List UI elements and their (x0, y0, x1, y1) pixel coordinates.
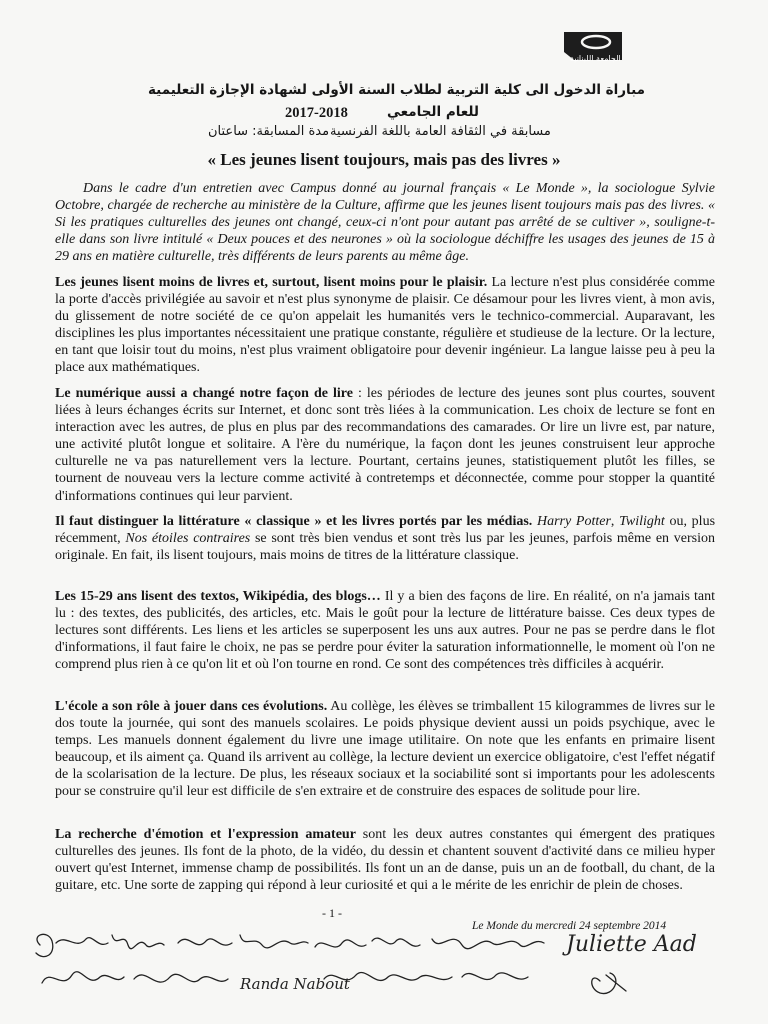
header-line-2: للعام الجامعي (387, 104, 479, 120)
paragraph-1 (55, 274, 715, 377)
academic-year: 2017-2018 (285, 105, 348, 121)
paragraph-2-lead: Le numérique aussi a changé notre façon de lire (55, 386, 353, 401)
paragraph-4-text: Il y a bien des façons de lire. En réalité, on n'a jamais tant lu : des textes, des publicités, des articles, etc. Mais le goût pour la lecture de littérature baisse. Ces deux types de lectures sont différents. Les liens et les articles se superposent les uns aux autres. Pour ne pas se perdre dans le flot d'informations, il faut faire le choix, ne pas se perdre pour éviter la saturation informationnelle, le moment où l'on ne comprend plus rien à ce qu'on lit et où l'on tourne en rond. Ce sont des compétences très difficiles à acquérir. (55, 589, 715, 673)
paragraph-3-title-3: Nos étoiles contraires (125, 531, 251, 547)
paragraph-4-lead: Les 15-29 ans lisent des textos, Wikipédia, des blogs… (55, 589, 381, 604)
handwritten-signatures (0, 905, 768, 1024)
signature-scribble-4 (432, 939, 544, 949)
header-line-1: مباراة الدخول الى كلية التربية لطلاب السنة الأولى لشهادة الإجازة التعليمية (148, 82, 645, 98)
page-number: - 1 - (322, 906, 342, 920)
signature-scribble-5 (42, 972, 124, 983)
signature-randa: Randa Nabout (240, 975, 350, 993)
logo-text: الجامعة اللبنانية (570, 54, 621, 63)
signature-juliette: Juliette Aad (566, 932, 697, 957)
paragraph-2-text: : les périodes de lecture des jeunes sont plus courtes, souvent liées à leurs échanges écrits sur Internet, et donc sont très liées à la communication. Les choix de lecture se font en interaction avec les autres, de plus en plus par des recommandations des camarades. Or lire un livre est, par nature, une activité plutôt longue et solitaire. A l'ère du numérique, la façon dont les jeunes construisent leur approche culturelle ne va pas naturellement vers la lecture. Pourtant, certains jeunes, statistiquement plutôt les filles, se tournent de nouveau vers la lecture comme activité à contretemps et déconnectée, comme pour stopper la quantité d'informations continues qui leur parvient. (55, 386, 716, 504)
paragraph-3-lead: Il faut distinguer la littérature « classique » et les livres portés par les médias. (55, 514, 533, 529)
paragraph-5-lead: L'école a son rôle à jouer dans ces évolutions. (55, 699, 328, 714)
exam-subject: مسابقة في الثقافة العامة باللغة الفرنسية (330, 124, 551, 139)
paragraph-6-text: sont les deux autres constantes qui émergent des pratiques culturelles des jeunes. Ils font de la photo, de la vidéo, du dessin et chantent souvent d'activité dans ce milieu hyper ouvert qu'est Internet, immense champ de possibilités. Ils font un an de danse, puis un an de football, du chant, de la guitare, etc. Une sorte de zapping qui répond à leur curiosité et qui a le mérite de les enrichir de plein de choses. (55, 827, 715, 894)
paragraph-1-text: La lecture n'est plus considérée comme la porte d'accès privilégiée au savoir et n'est plus synonyme de plaisir. Ce désamour pour les livres vient, à mon avis, du glissement de notre société de ce qu'on appelait les humanités vers le technico-commercial. Auparavant, les disciplines les plus importantes nécessitaient une pratique constante, régulière et studieuse de la lecture. Or la lecture, en tant que loisir tout du moins, n'est plus vraiment obligatoire pour devenir ingénieur. La langue laisse peu à peu la place aux mathématiques. (55, 275, 715, 376)
paragraph-3-sep: , (610, 514, 620, 529)
paragraph-3-mid: ou, plus récemment, (55, 514, 716, 547)
paragraph-3-text: se sont très bien vendus et sont très lus par les jeunes, parfois même en version originale. En fait, ils lisent toujours, mais moins de titres de la littérature classique. (55, 531, 715, 564)
signature-scribble-8 (462, 973, 528, 980)
signature-initials (592, 973, 626, 994)
signature-scribble-6 (134, 974, 228, 982)
university-logo (556, 30, 628, 70)
article-source: Le Monde du mercredi 24 septembre 2014 (472, 920, 667, 932)
signature-scribble-3 (315, 938, 420, 947)
paragraph-1-lead: Les jeunes lisent moins de livres et, surtout, lisent moins pour le plaisir. (55, 275, 488, 290)
paragraph-2 (55, 385, 715, 505)
paragraph-3-title-2: Twilight (619, 514, 665, 529)
exam-duration: مدة المسابقة: ساعتان (208, 124, 330, 139)
article-title: « Les jeunes lisent toujours, mais pas des livres » (207, 150, 561, 169)
intro-paragraph: Dans le cadre d'un entretien avec Campus donné au journal français « Le Monde », la sociologue Sylvie Octobre, chargée de recherche au ministère de la Culture, affirme que les jeunes lisent toujours mais pas des livres. « Si les pratiques culturelles des jeunes ont changé, ceux-ci n'ont pour autant pas arrêté de se cultiver », souligne-t-elle dans son livre intitulé « Deux pouces et des neurones » où la sociologue déchiffre les usages des jeunes de 15 à 29 ans en matière culturelle, très différents de leurs parents au même âge. (55, 181, 715, 265)
signature-scribble-2 (178, 935, 308, 948)
paragraph-4 (55, 588, 715, 673)
paragraph-3 (55, 513, 715, 564)
paragraph-5-text: Au collège, les élèves se trimballent 15 kilogrammes de livres sur le dos toute la journée, qui sont des manuels scolaires. Le poids physique devient aussi un poids psychique, avec le temps. Les manuels donnent également du livre une image utilitaire. On note que les enfants en primaire lisent beaucoup, et ils aiment ça. Quand ils arrivent au collège, la lecture devient un exercice obligatoire, c'est l'effet négatif de la scolarisation de la lecture. De plus, les réseaux sociaux et la sociabilité sont si importants pour les adolescents pour se construire qu'il leur est difficile de s'en extraire et de construire des espaces de solitude pour lire. (55, 699, 715, 800)
signature-scribble-1 (36, 934, 164, 956)
paragraph-6 (55, 826, 715, 894)
paragraph-6-lead: La recherche d'émotion et l'expression amateur (55, 827, 356, 842)
paragraph-5 (55, 698, 715, 801)
paragraph-3-title-1: Harry Potter (537, 514, 611, 529)
